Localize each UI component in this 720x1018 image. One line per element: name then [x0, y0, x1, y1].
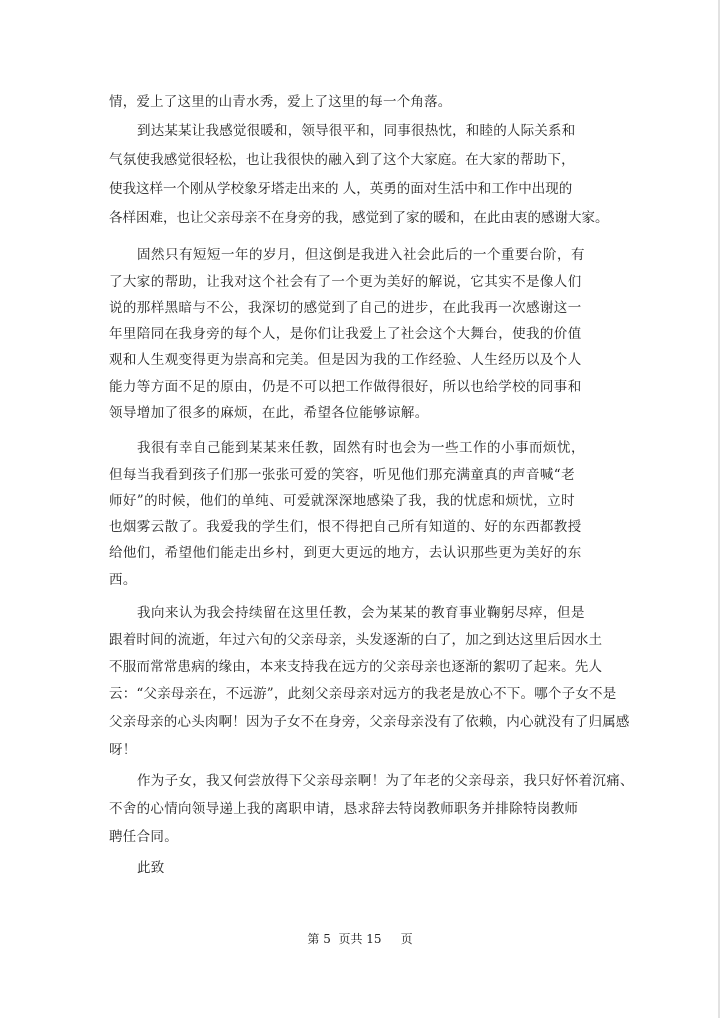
text-line: 给他们，希望他们能走出乡村，到更大更远的地方，去认识那些更为美好的东 — [109, 545, 582, 561]
text-line: 呀！ — [109, 742, 137, 758]
text-line: 说的那样黑暗与不公，我深切的感觉到了自己的进步，在此我再一次感谢这一 — [109, 300, 582, 316]
text-line: 我向来认为我会持续留在这里任教，会为某某的教育事业鞠躬尽瘁，但是 — [137, 605, 585, 621]
text-line: 但每当我看到孩子们那一张张可爱的笑容，听见他们那充满童真的声音喊“老 — [109, 467, 576, 483]
text-line: 跟着时间的流逝，年过六旬的父亲母亲，头发逐渐的白了，加之到达这里后因水土 — [109, 632, 603, 648]
text-line: 到达某某让我感觉很暖和，领导很平和，同事很热忱，和睦的人际关系和 — [137, 123, 576, 139]
text-line: 各样困难，也让父亲母亲不在身旁的我，感觉到了家的暖和，在此由衷的感谢大家。 — [109, 210, 609, 226]
text-line: 也烟雾云散了。我爱我的学生们，恨不得把自己所有知道的、好的东西都教授 — [109, 519, 582, 535]
text-line: 我很有幸自己能到某某来任教，固然有时也会为一些工作的小事而烦忧， — [137, 440, 585, 456]
text-line: 气氛使我感觉很轻松，也让我很快的融入到了这个大家庭。在大家的帮助下， — [109, 152, 575, 168]
text-line: 观和人生观变得更为崇高和完美。但是因为我的工作经验、人生经历以及个人 — [109, 352, 582, 368]
text-line: 年里陪同在我身旁的每个人，是你们让我爱上了社会这个大舞台，使我的价值 — [109, 326, 582, 342]
text-line: 领导增加了很多的麻烦，在此，希望各位能够谅解。 — [109, 405, 429, 421]
text-line: 不舍的心情向领导递上我的离职申请，恳求辞去特岗教师职务并排除特岗教师 — [109, 801, 579, 817]
text-line: 作为子女，我又何尝放得下父亲母亲啊！为了年老的父亲母亲，我只好怀着沉痛、 — [137, 773, 634, 789]
text-line: 能力等方面不足的原由，仍是不可以把工作做得很好，所以也给学校的同事和 — [109, 379, 582, 395]
page-number-footer: 第 5 页共 15 页 — [307, 932, 413, 946]
text-line: 西。 — [109, 572, 137, 588]
text-line: 此致 — [137, 860, 165, 876]
text-line: 使我这样一个刚从学校象牙塔走出来的 人，英勇的面对生活中和工作中出现的 — [109, 181, 573, 197]
text-line: 不服而常常患病的缘由，本来支持我在远方的父亲母亲也逐渐的絮叨了起来。先人 — [109, 659, 603, 675]
text-line: 父亲母亲的心头肉啊！因为子女不在身旁，父亲母亲没有了依赖，内心就没有了归属感 — [109, 714, 630, 730]
text-line: 了大家的帮助，让我对这个社会有了一个更为美好的解说，它其实不是像人们 — [109, 274, 582, 290]
text-line: 师好”的时候，他们的单纯、可爱就深深地感染了我，我的忧虑和烦忧，立时 — [109, 493, 576, 509]
text-line: 情，爱上了这里的山青水秀，爱上了这里的每一个角落。 — [109, 94, 452, 110]
text-line: 固然只有短短一年的岁月，但这倒是我进入社会此后的一个重要台阶，有 — [137, 247, 585, 263]
text-line: 聘任合同。 — [109, 829, 178, 845]
text-line: 云：“父亲母亲在，不远游”，此刻父亲母亲对远方的我老是放心不下。哪个子女不是 — [109, 686, 617, 702]
